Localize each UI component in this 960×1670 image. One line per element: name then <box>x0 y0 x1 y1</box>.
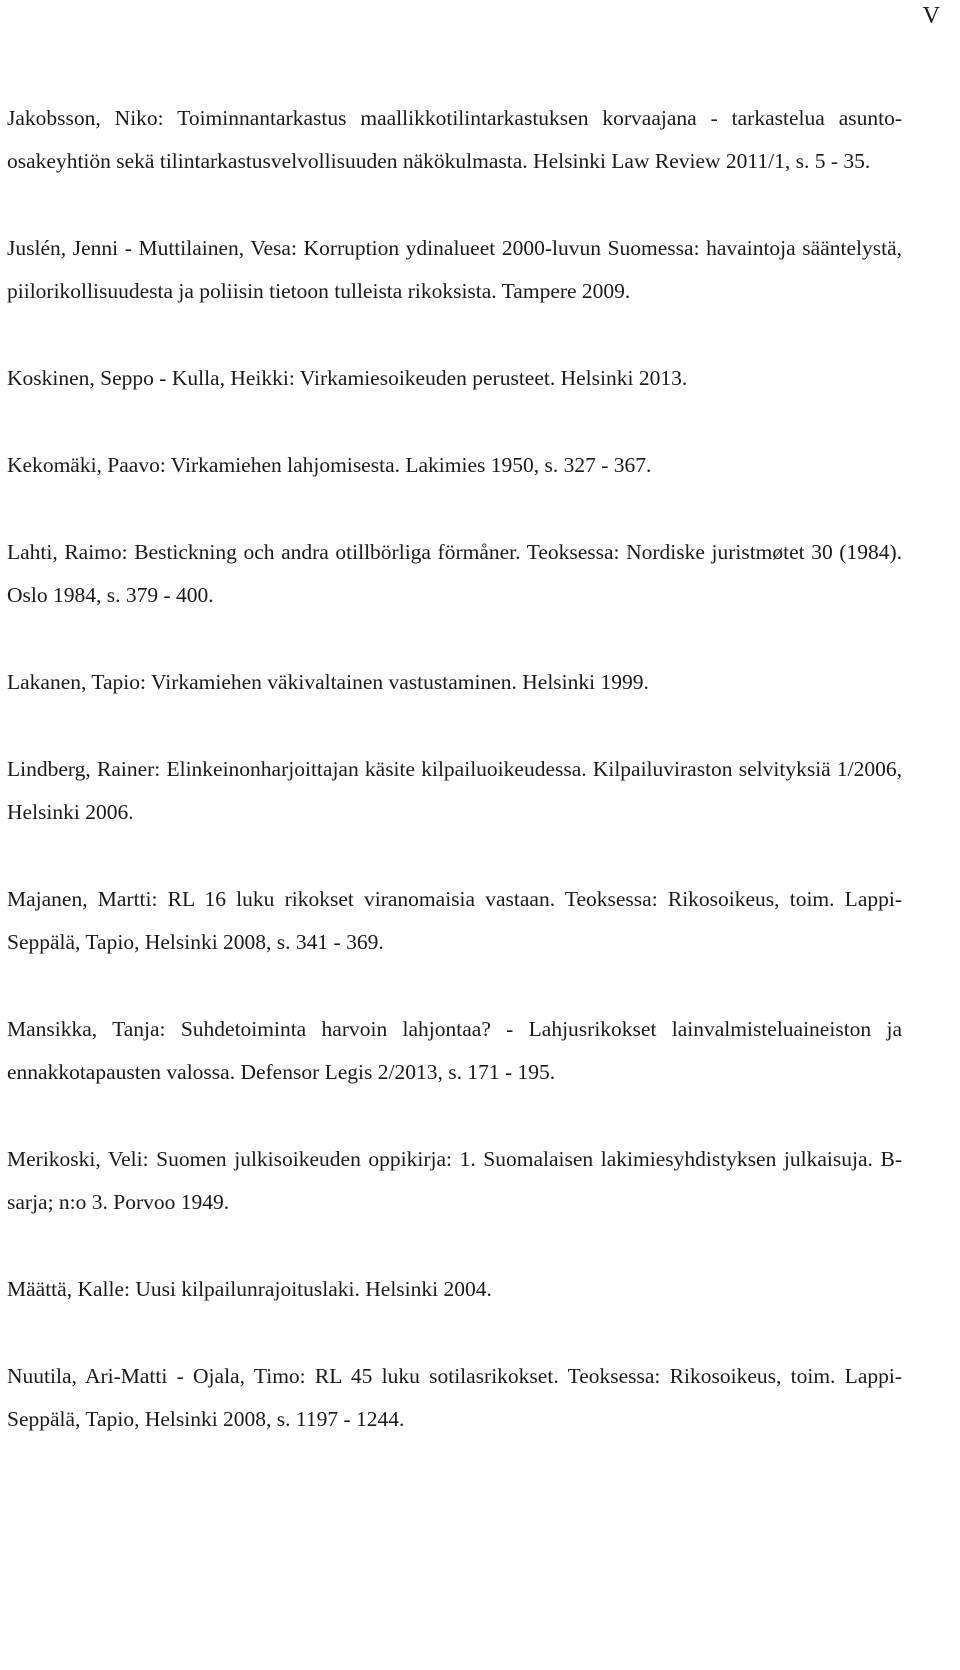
reference-entry: Merikoski, Veli: Suomen julkisoikeuden oppikirja: 1. Suomalaisen lakimiesyhdistyksen julkaisuja. B-sarja; n:o 3. Porvoo 1949. <box>7 1147 902 1214</box>
reference-entry: Lahti, Raimo: Bestickning och andra otillbörliga förmåner. Teoksessa: Nordiske juristmøtet 30 (1984). Oslo 1984, s. 379 - 400. <box>7 540 902 607</box>
reference-entry: Jakobsson, Niko: Toiminnantarkastus maallikkotilintarkastuksen korvaajana - tarkastelua asunto-osakeyhtiön sekä tilintarkastusvelvollisuuden näkökulmasta. Helsinki Law Review 2011/1, s. 5 - 35. <box>7 106 902 173</box>
reference-entry: Kekomäki, Paavo: Virkamiehen lahjomisesta. Lakimies 1950, s. 327 - 367. <box>7 453 652 477</box>
reference-entry: Majanen, Martti: RL 16 luku rikokset viranomaisia vastaan. Teoksessa: Rikosoikeus, toim. Lappi-Seppälä, Tapio, Helsinki 2008, s. 341 - 369. <box>7 887 902 954</box>
reference-entry: Lindberg, Rainer: Elinkeinonharjoittajan käsite kilpailuoikeudessa. Kilpailuviraston selvityksiä 1/2006, Helsinki 2006. <box>7 757 902 824</box>
reference-entry: Juslén, Jenni - Muttilainen, Vesa: Korruption ydinalueet 2000-luvun Suomessa: havaintoja sääntelystä, piilorikollisuudesta ja poliisin tietoon tulleista rikoksista. Tampere 2009. <box>7 236 902 303</box>
reference-entry: Määttä, Kalle: Uusi kilpailunrajoituslaki. Helsinki 2004. <box>7 1277 492 1301</box>
reference-entry: Nuutila, Ari-Matti - Ojala, Timo: RL 45 luku sotilasrikokset. Teoksessa: Rikosoikeus, toim. Lappi-Seppälä, Tapio, Helsinki 2008, s. 1197 - 1244. <box>7 1364 902 1431</box>
reference-entry: Koskinen, Seppo - Kulla, Heikki: Virkamiesoikeuden perusteet. Helsinki 2013. <box>7 366 688 390</box>
reference-entry: Lakanen, Tapio: Virkamiehen väkivaltainen vastustaminen. Helsinki 1999. <box>7 670 649 694</box>
reference-entry: Mansikka, Tanja: Suhdetoiminta harvoin lahjontaa? - Lahjusrikokset lainvalmisteluaineiston ja ennakkotapausten valossa. Defensor Legis 2/2013, s. 171 - 195. <box>7 1017 902 1084</box>
reference-list <box>7 97 902 1441</box>
page-number: V <box>922 3 940 29</box>
